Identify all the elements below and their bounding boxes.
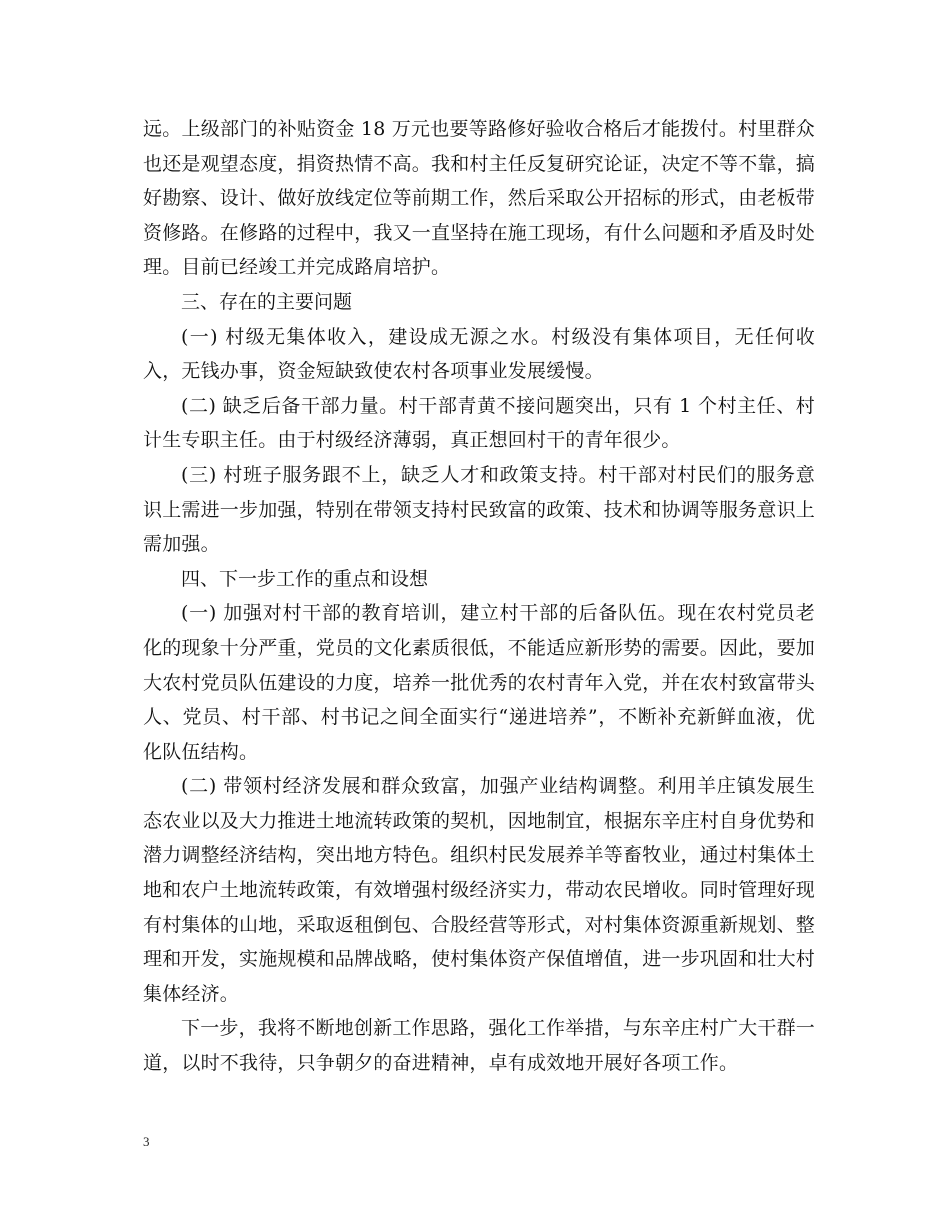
paragraph-closing: 下一步，我将不断地创新工作思路，强化工作举措，与东辛庄村广大干群一道，以时不我待，只争朝夕的奋进精神，卓有成效地开展好各项工作。 (143, 1017, 815, 1075)
paragraph-problem-1: (一) 村级无集体收入，建设成无源之水。村级没有集体项目，无任何收入，无钱办事，资金短缺致使农村各项事业发展缓慢。 (143, 325, 815, 383)
section-heading-main-problems: 三、存在的主要问题 (181, 290, 353, 313)
paragraph-plan-2: (二) 带领村经济发展和群众致富，加强产业结构调整。利用羊庄镇发展生态农业以及大力推进土地流转政策的契机，因地制宜，根据东辛庄村自身优势和潜力调整经济结构，突出地方特色。组织村民发展养羊等畜牧业，通过村集体土地和农户土地流转政策，有效增强村级经济实力，带动农民增收。同时管理好现有村集体的山地，采取返租倒包、合股经营等形式，对村集体资源重新规划、整理和开发，实施规模和品牌战略，使村集体资产保值增值，进一步巩固和壮大村集体经济。 (143, 775, 816, 1005)
paragraph-problem-3: (三) 村班子服务跟不上，缺乏人才和政策支持。村干部对村民们的服务意识上需进一步加强，特别在带领支持村民致富的政策、技术和协调等服务意识上需加强。 (143, 463, 816, 556)
paragraph-problem-2: (二) 缺乏后备干部力量。村干部青黄不接问题突出，只有 1 个村主任、村计生专职主任。由于村级经济薄弱，真正想回村干的青年很少。 (143, 394, 815, 452)
section-heading-next-steps: 四、下一步工作的重点和设想 (181, 567, 429, 590)
page-number: 3 (143, 1134, 150, 1149)
paragraph-road-construction: 远。上级部门的补贴资金 18 万元也要等路修好验收合格后才能拨付。村里群众也还是观望态度，捐资热情不高。我和村主任反复研究论证，决定不等不靠，搞好勘察、设计、做好放线定位等前期工作，然后采取公开招标的形式，由老板带资修路。在修路的过程中，我又一直坚持在施工现场，有什么问题和矛盾及时处理。目前已经竣工并完成路肩培护。 (143, 118, 816, 279)
document-body (143, 112, 815, 1081)
paragraph-plan-1: (一) 加强对村干部的教育培训，建立村干部的后备队伍。现在农村党员老化的现象十分严重，党员的文化素质很低，不能适应新形势的需要。因此，要加大农村党员队伍建设的力度，培养一批优秀的农村青年入党，并在农村致富带头人、党员、村干部、村书记之间全面实行“递进培养”，不断补充新鲜血液，优化队伍结构。 (143, 602, 816, 763)
